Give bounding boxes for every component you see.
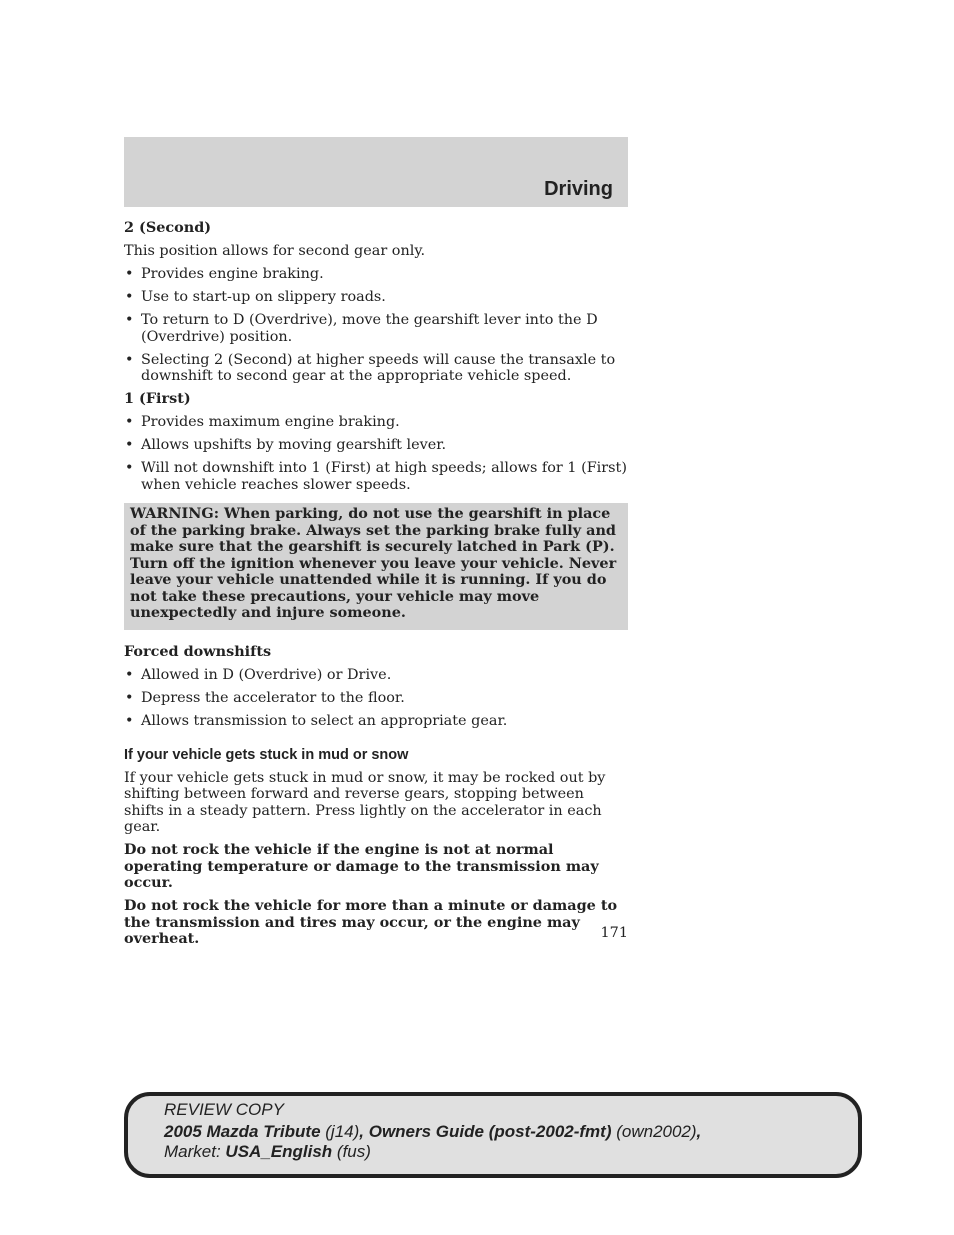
list-item: • Will not downshift into 1 (First) at high speeds; allows for 1 (First) when vehicle reaches slower speeds. <box>124 460 628 493</box>
market-value: USA_English <box>225 1142 333 1161</box>
guide-code: (own2002) <box>616 1122 697 1141</box>
second-gear-intro: This position allows for second gear only. <box>124 243 426 259</box>
stuck-heading: If your vehicle gets stuck in mud or snow <box>124 747 409 763</box>
list-item: • Provides engine braking. <box>124 266 628 283</box>
list-item: • To return to D (Overdrive), move the gearshift lever into the D (Overdrive) position. <box>124 312 628 345</box>
list-item: • Depress the accelerator to the floor. <box>124 690 628 707</box>
warning-box <box>124 503 628 630</box>
list-item: • Use to start-up on slippery roads. <box>124 289 628 306</box>
document-id-line <box>164 1122 701 1142</box>
list-item: • Allows upshifts by moving gearshift lever. <box>124 437 628 454</box>
section-title: Driving <box>544 178 613 200</box>
section-header-band <box>124 137 628 207</box>
stuck-caution-duration: Do not rock the vehicle for more than a minute or damage to the transmission and tires may occur, or the engine may overheat. <box>124 897 618 947</box>
model-code: (j14) <box>325 1122 360 1141</box>
list-item: • Allowed in D (Overdrive) or Drive. <box>124 667 628 684</box>
forced-downshifts-heading: Forced downshifts <box>124 642 272 660</box>
second-gear-list <box>124 266 628 385</box>
separator-comma: , <box>696 1122 702 1141</box>
list-item: • Allows transmission to select an appropriate gear. <box>124 713 628 730</box>
review-copy-footer <box>124 1092 862 1178</box>
model-name: 2005 Mazda Tribute <box>164 1122 321 1141</box>
guide-name: , Owners Guide (post-2002-fmt) <box>359 1122 612 1141</box>
page-content <box>124 220 628 954</box>
market-label: Market: <box>164 1142 221 1161</box>
first-gear-heading: 1 (First) <box>124 390 191 407</box>
list-item: • Provides maximum engine braking. <box>124 414 628 431</box>
forced-downshifts-list <box>124 667 628 730</box>
warning-text: WARNING: When parking, do not use the gearshift in place of the parking brake. Always set the parking brake fully and make sure that the gearshift is securely latched in Park (P). Turn off the ignition whenever you leave your vehicle. Never leave your vehicle unattended while it is running. If you do not take these precautions, your vehicle may move unexpectedly and injure someone. <box>130 505 617 621</box>
page-number: 171 <box>600 925 628 941</box>
market-line <box>164 1142 371 1162</box>
first-gear-list <box>124 414 628 493</box>
market-code: (fus) <box>336 1142 371 1161</box>
second-gear-heading: 2 (Second) <box>124 219 212 236</box>
review-copy-label: REVIEW COPY <box>164 1100 284 1119</box>
stuck-caution-temperature: Do not rock the vehicle if the engine is not at normal operating temperature or damage to the transmission may occur. <box>124 841 599 891</box>
stuck-body: If your vehicle gets stuck in mud or snow, it may be rocked out by shifting between forward and reverse gears, stopping between shifts in a steady pattern. Press lightly on the accelerator in each gear. <box>124 769 606 835</box>
list-item: • Selecting 2 (Second) at higher speeds will cause the transaxle to downshift to second gear at the appropriate vehicle speed. <box>124 352 628 385</box>
